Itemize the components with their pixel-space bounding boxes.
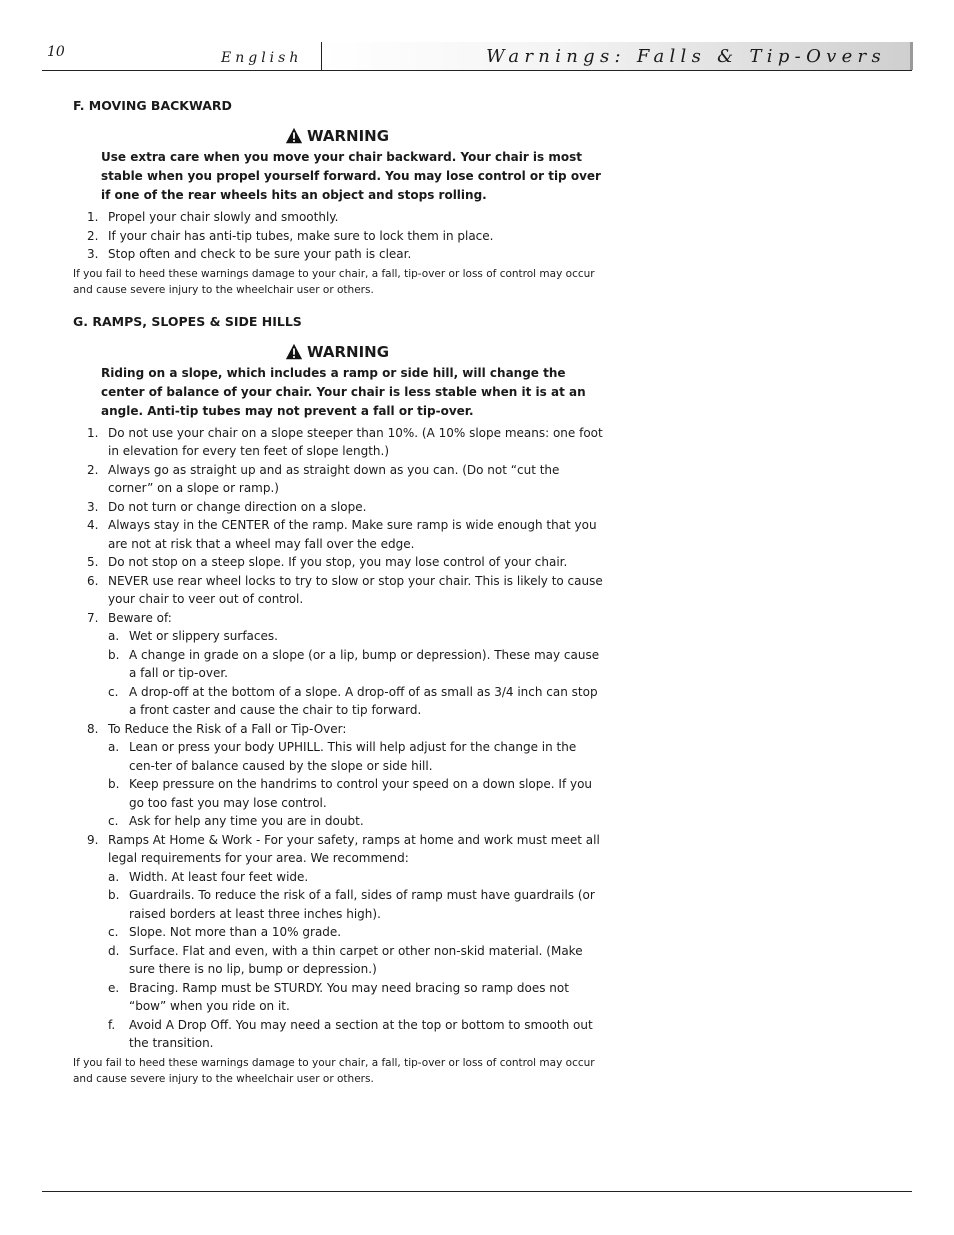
section-g-list bbox=[73, 424, 603, 1053]
list-item: 4. Always stay in the CENTER of the ramp. Make sure ramp is wide enough that you are not at risk that a wheel may fall over the edge. bbox=[87, 518, 597, 551]
page-number: 10 bbox=[47, 44, 65, 60]
section-f-heading: F. MOVING BACKWARD bbox=[73, 98, 232, 113]
section-f-list bbox=[73, 208, 603, 264]
sub-list-item: a. Lean or press your body UPHILL. This will help adjust for the change in the cen-ter of balance caused by the slope or side hill. bbox=[108, 740, 577, 773]
list-item: 1. Do not use your chair on a slope steeper than 10%. (A 10% slope means: one foot in elevation for every ten feet of slope length.) bbox=[87, 425, 603, 458]
list-item: 1. Propel your chair slowly and smoothly. bbox=[87, 210, 339, 224]
sub-list-item: b. Keep pressure on the handrims to control your speed on a down slope. If you go too fast you may lose control. bbox=[108, 777, 593, 810]
section-g-footer-note: If you fail to heed these warnings damage to your chair, a fall, tip-over or loss of control may occur and cause severe injury to the wheelchair user or others. bbox=[73, 1056, 595, 1085]
sub-list-item: b. A change in grade on a slope (or a lip, bump or depression). These may cause a fall or tip-over. bbox=[108, 647, 600, 680]
list-item: 2. If your chair has anti-tip tubes, make sure to lock them in place. bbox=[87, 228, 494, 243]
sub-list bbox=[108, 868, 603, 1053]
footer-rule bbox=[42, 1191, 912, 1192]
section-f-warning-heading bbox=[285, 123, 603, 145]
page-content bbox=[73, 98, 603, 1087]
list-item: 2. Always go as straight up and as straight down as you can. (Do not “cut the corner” on a slope or ramp.) bbox=[87, 462, 560, 495]
list-item: 3. Do not turn or change direction on a slope. bbox=[87, 499, 367, 514]
list-item: 6. NEVER use rear wheel locks to try to slow or stop your chair. This is likely to cause your chair to veer out of control. bbox=[87, 573, 603, 606]
sub-list-item: c. A drop-off at the bottom of a slope. A drop-off of as small as 3/4 inch can stop a front caster and cause the chair to tip forward. bbox=[108, 684, 598, 717]
sub-list-item: c. Slope. Not more than a 10% grade. bbox=[108, 925, 342, 939]
header-rule bbox=[42, 70, 912, 71]
warning-triangle-icon bbox=[285, 343, 303, 361]
page-title: Warnings: Falls & Tip-Overs bbox=[486, 46, 886, 67]
sub-list bbox=[108, 738, 603, 831]
section-f-warning-text: Use extra care when you move your chair backward. Your chair is most stable when you propel yourself forward. You may lose control or tip over if one of the rear wheels hits an object and stops rolling. bbox=[101, 150, 601, 202]
sub-list bbox=[108, 627, 603, 720]
sub-list-item: b. Guardrails. To reduce the risk of a fall, sides of ramp must have guardrails (or raised borders at least three inches high). bbox=[108, 888, 595, 921]
section-g-warning-heading bbox=[285, 339, 603, 361]
warning-label: WARNING bbox=[307, 342, 390, 361]
sub-list-item: c. Ask for help any time you are in doubt. bbox=[108, 814, 364, 828]
section-g-heading: G. RAMPS, SLOPES & SIDE HILLS bbox=[73, 313, 302, 329]
sub-list-item: e. Bracing. Ramp must be STURDY. You may need bracing so ramp does not “bow” when you ride on it. bbox=[108, 980, 569, 1013]
list-item: 5. Do not stop on a steep slope. If you stop, you may lose control of your chair. bbox=[87, 555, 568, 569]
sub-list-item: f. Avoid A Drop Off. You may need a section at the top or bottom to smooth out the transition. bbox=[108, 1017, 593, 1050]
title-bar bbox=[322, 42, 913, 70]
language-label: English bbox=[221, 50, 303, 66]
page-header bbox=[0, 0, 954, 80]
list-item: 9. Ramps At Home & Work - For your safety, ramps at home and work must meet all legal requirements for your area. We recommend: a. Width. At least four feet wide. b. Guardrails. To reduce the risk of a fall, sides of ramp must have guardrails (or raised borders at least three inches high). c. Slope. Not more than a 10% grade. d. Surface. Flat and even, with a thin carpet or other non-skid material. (Make sure there is no lip, bump or depression.) e. Bracing. Ramp must be STURDY. You may need bracing so ramp does not “bow” when you ride on it. f. Avoid A Drop Off. You may need a section at the top or bottom to smooth out the transition. bbox=[73, 831, 603, 1053]
section-g-warning-text: Riding on a slope, which includes a ramp or side hill, will change the center of balance of your chair. Your chair is less stable when it is at an angle. Anti-tip tubes may not prevent a fall or tip-over. bbox=[101, 365, 586, 418]
list-item: 7. Beware of: a. Wet or slippery surfaces. b. A change in grade on a slope (or a lip, bump or depression). These may cause a fall or tip-over. c. A drop-off at the bottom of a slope. A drop-off of as small as 3/4 inch can stop a front caster and cause the chair to tip forward. bbox=[73, 609, 603, 720]
warning-triangle-icon bbox=[285, 127, 303, 145]
sub-list-item: d. Surface. Flat and even, with a thin carpet or other non-skid material. (Make sure there is no lip, bump or depression.) bbox=[108, 943, 583, 976]
sub-list-item: a. Width. At least four feet wide. bbox=[108, 869, 309, 884]
warning-label: WARNING bbox=[307, 127, 390, 145]
list-item: 3. Stop often and check to be sure your path is clear. bbox=[87, 247, 412, 261]
sub-list-item: a. Wet or slippery surfaces. bbox=[108, 629, 278, 643]
section-f-footer-note: If you fail to heed these warnings damage to your chair, a fall, tip-over or loss of control may occur and cause severe injury to the wheelchair user or others. bbox=[73, 267, 595, 296]
list-item: 8. To Reduce the Risk of a Fall or Tip-Over: a. Lean or press your body UPHILL. This will help adjust for the change in the cen-ter of balance caused by the slope or side hill. b. Keep pressure on the handrims to control your speed on a down slope. If you go too fast you may lose control. c. Ask for help any time you are in doubt. bbox=[73, 720, 603, 831]
